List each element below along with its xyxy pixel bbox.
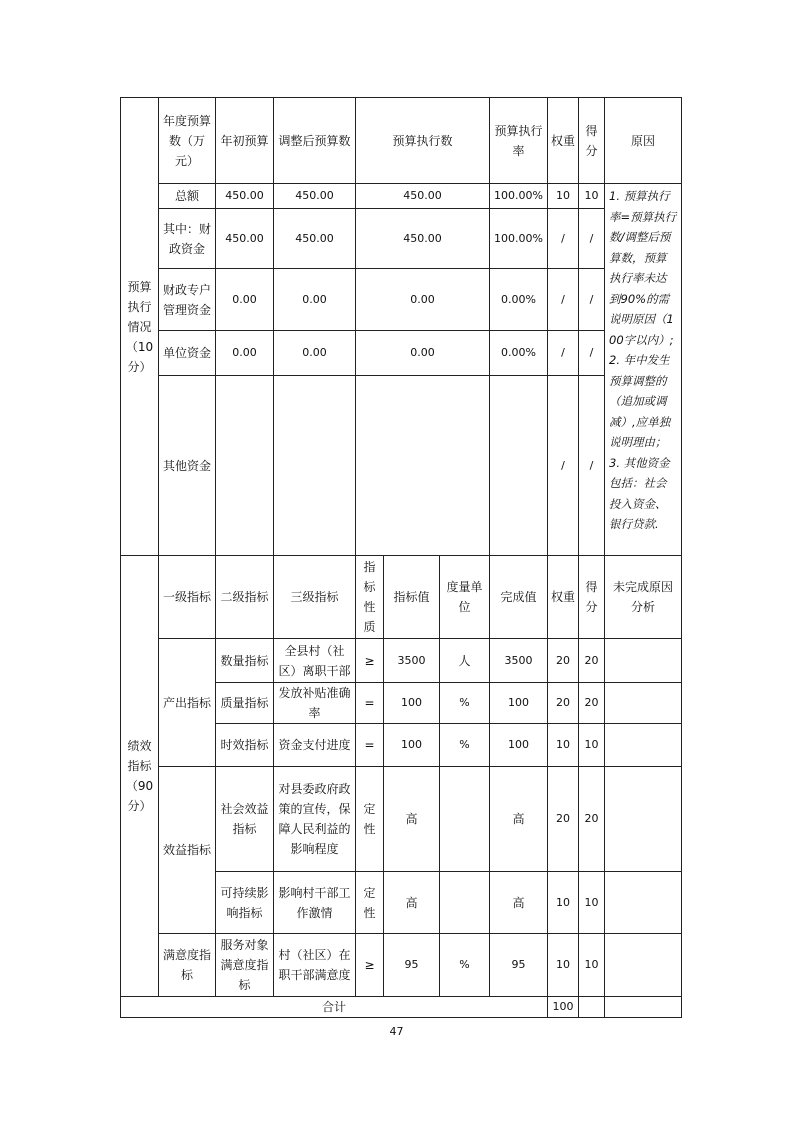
header-cell: 权重 (548, 98, 579, 184)
cell (605, 683, 682, 724)
cell: 100 (490, 724, 548, 767)
header-cell: 度量单位 (440, 556, 490, 639)
cell: 全县村（社区）离职干部 (274, 639, 356, 683)
cell: 450.00 (356, 184, 490, 209)
cell: 20 (579, 767, 605, 872)
cell: 资金支付进度 (274, 724, 356, 767)
cell: 100.00% (490, 184, 548, 209)
cell: 0.00 (274, 269, 356, 331)
cell: 10 (548, 724, 579, 767)
cell: 社会效益指标 (216, 767, 274, 872)
cell: 450.00 (216, 184, 274, 209)
cell: 高 (384, 767, 440, 872)
cell: 95 (490, 934, 548, 997)
header-cell: 二级指标 (216, 556, 274, 639)
cell: 450.00 (356, 209, 490, 269)
budget-section-label: 预算执行情况（10分） (121, 98, 159, 556)
budget-header-row (121, 98, 682, 184)
table-row (121, 269, 682, 331)
cell: 10 (548, 934, 579, 997)
row-label: 其中：财政资金 (159, 209, 216, 269)
cell: 0.00% (490, 269, 548, 331)
cell: % (440, 724, 490, 767)
cell: / (579, 269, 605, 331)
performance-header-row (121, 556, 682, 639)
cell: 20 (548, 767, 579, 872)
cell: = (356, 683, 384, 724)
cell: 10 (579, 724, 605, 767)
cell: / (548, 376, 579, 556)
total-weight: 100 (548, 997, 579, 1018)
cell (605, 872, 682, 934)
cell: 10 (579, 184, 605, 209)
header-cell: 年度预算数（万元） (159, 98, 216, 184)
cell: = (356, 724, 384, 767)
cell: 10 (548, 184, 579, 209)
cell: % (440, 934, 490, 997)
table-row (121, 376, 682, 556)
cell: / (579, 376, 605, 556)
table-row (121, 209, 682, 269)
total-label: 合计 (121, 997, 548, 1018)
cell: 定性 (356, 872, 384, 934)
cell: 3500 (490, 639, 548, 683)
cell: / (548, 331, 579, 376)
level1-cell: 效益指标 (159, 767, 216, 934)
cell (605, 724, 682, 767)
cell: 450.00 (216, 209, 274, 269)
cell (605, 767, 682, 872)
cell (274, 376, 356, 556)
cell: 20 (548, 683, 579, 724)
cell: / (579, 331, 605, 376)
cell: 0.00 (216, 269, 274, 331)
header-cell: 调整后预算数 (274, 98, 356, 184)
header-cell: 预算执行数 (356, 98, 490, 184)
header-cell: 原因 (605, 98, 682, 184)
header-cell: 得分 (579, 98, 605, 184)
row-label: 财政专户管理资金 (159, 269, 216, 331)
level1-cell: 产出指标 (159, 639, 216, 767)
cell: 10 (579, 872, 605, 934)
cell: 人 (440, 639, 490, 683)
cell: 发放补贴准确率 (274, 683, 356, 724)
row-label: 单位资金 (159, 331, 216, 376)
table-row (121, 934, 682, 997)
header-cell: 未完成原因分析 (605, 556, 682, 639)
cell: 数量指标 (216, 639, 274, 683)
row-label: 总额 (159, 184, 216, 209)
cell: 定性 (356, 767, 384, 872)
table-row (121, 184, 682, 209)
level1-cell: 满意度指标 (159, 934, 216, 997)
cell: 100 (490, 683, 548, 724)
cell (216, 376, 274, 556)
cell: 0.00 (356, 269, 490, 331)
cell: 高 (384, 872, 440, 934)
table-row (121, 639, 682, 683)
cell: 10 (548, 872, 579, 934)
reason-note: 1. 预算执行率=预算执行数/调整后预算数，预算执行率未达到90%的需说明原因（100字以内）;2. 年中发生预算调整的（追加或调减）,应单独说明理由；3. 其他资金包括：社会投入资金、银行贷款. (605, 184, 682, 556)
cell (356, 376, 490, 556)
header-cell: 权重 (548, 556, 579, 639)
performance-table (120, 97, 682, 1018)
cell (579, 997, 605, 1018)
header-cell: 年初预算 (216, 98, 274, 184)
header-cell: 预算执行率 (490, 98, 548, 184)
header-cell: 三级指标 (274, 556, 356, 639)
cell (490, 376, 548, 556)
cell: 20 (579, 639, 605, 683)
cell: ≥ (356, 639, 384, 683)
cell: 20 (548, 639, 579, 683)
cell (605, 934, 682, 997)
total-row (121, 997, 682, 1018)
cell (605, 997, 682, 1018)
cell: / (579, 209, 605, 269)
cell: 服务对象满意度指标 (216, 934, 274, 997)
cell (440, 872, 490, 934)
table-row (121, 331, 682, 376)
cell: 影响村干部工作激情 (274, 872, 356, 934)
cell: / (548, 269, 579, 331)
cell: 450.00 (274, 184, 356, 209)
cell: ≥ (356, 934, 384, 997)
cell: 对县委政府政策的宣传，保障人民利益的影响程度 (274, 767, 356, 872)
header-cell: 指标值 (384, 556, 440, 639)
page-number: 47 (389, 1025, 404, 1038)
performance-section-label: 绩效指标（90分） (121, 556, 159, 997)
cell: 100 (384, 724, 440, 767)
cell: 0.00 (356, 331, 490, 376)
cell: 20 (579, 683, 605, 724)
cell: 0.00 (274, 331, 356, 376)
cell (605, 639, 682, 683)
table-row (121, 767, 682, 872)
cell: 时效指标 (216, 724, 274, 767)
cell: % (440, 683, 490, 724)
cell: 0.00 (216, 331, 274, 376)
cell: 100 (384, 683, 440, 724)
header-cell: 得分 (579, 556, 605, 639)
cell: 可持续影响指标 (216, 872, 274, 934)
header-cell: 一级指标 (159, 556, 216, 639)
cell: 高 (490, 872, 548, 934)
cell: 3500 (384, 639, 440, 683)
header-cell: 完成值 (490, 556, 548, 639)
cell: 高 (490, 767, 548, 872)
cell: 10 (579, 934, 605, 997)
cell: / (548, 209, 579, 269)
header-cell: 指标性质 (356, 556, 384, 639)
cell: 95 (384, 934, 440, 997)
cell: 质量指标 (216, 683, 274, 724)
cell: 450.00 (274, 209, 356, 269)
cell: 0.00% (490, 331, 548, 376)
cell: 村（社区）在职干部满意度 (274, 934, 356, 997)
cell: 100.00% (490, 209, 548, 269)
cell (440, 767, 490, 872)
row-label: 其他资金 (159, 376, 216, 556)
